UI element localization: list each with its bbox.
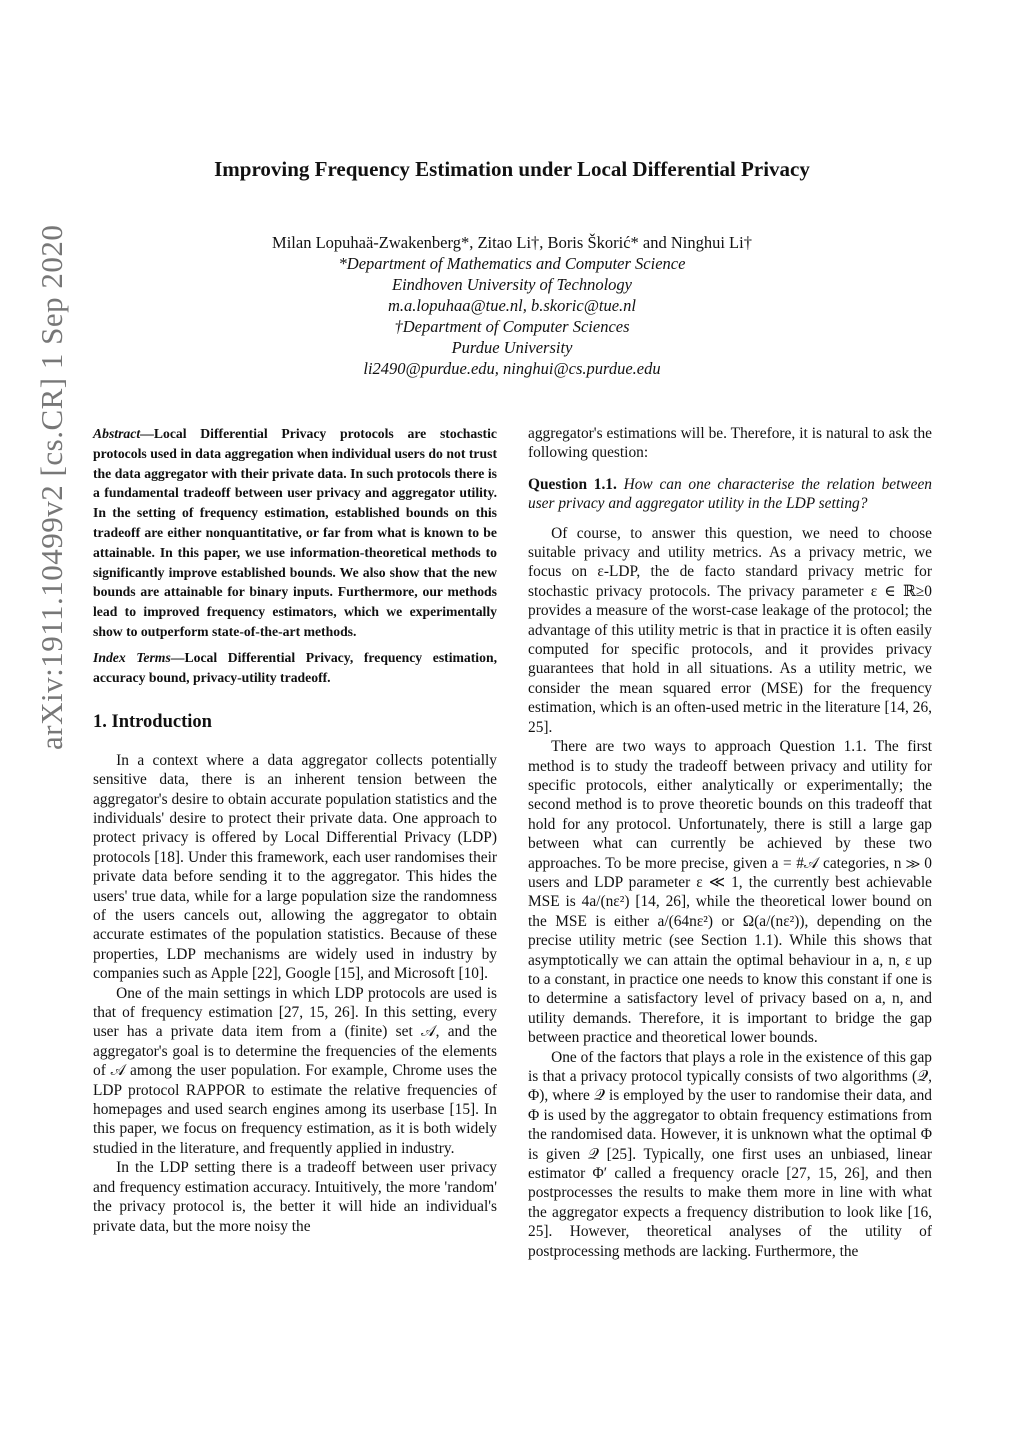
left-column <box>93 424 497 1236</box>
index-terms <box>93 648 497 688</box>
affiliation-1-email: m.a.lopuhaa@tue.nl, b.skoric@tue.nl <box>387 296 637 315</box>
index-terms-label: Index Terms <box>93 649 171 665</box>
intro-paragraph-1: In a context where a data aggregator collects potentially sensitive data, there is an inherent tension between the aggregator's desire to obtain accurate population statistics and the individuals' desire to protect their private data. One approach to protect privacy is offered by Local Differential Privacy (LDP) protocols [18]. Under this framework, each user randomises their private data before sending it to the aggregator. This hides the users' true data, while for a large population size the randomness of the users cancels out, allowing the aggregator to obtain accurate estimates of the population statistics. Because of these properties, LDP mechanisms are widely used in industry by companies such as Apple [22], Google [15], and Microsoft [10]. <box>93 751 497 983</box>
right-column <box>528 424 932 1261</box>
abstract-text: —Local Differential Privacy protocols are stochastic protocols used in data aggregation when individual users do not trust the data aggregator with their private data. In such protocols there is a fundamental tradeoff between user privacy and aggregator utility. In the setting of frequency estimation, established bounds on this tradeoff are either nonquantitative, or far from what is known to be attainable. In this paper, we use information-theoretical methods to significantly improve established bounds. We also show that the new bounds are attainable for binary inputs. Furthermore, our methods lead to improved frequency estimators, which we experimentally show to outperform state-of-the-art methods. <box>93 426 497 639</box>
affiliation-1-dept: *Department of Mathematics and Computer Science <box>338 254 686 273</box>
affiliation-2-uni: Purdue University <box>451 338 573 357</box>
question-text: How can one characterise the relation between user privacy and aggregator utility in the LDP setting? <box>528 475 932 513</box>
abstract <box>93 424 497 642</box>
author-names: Milan Lopuhaä-Zwakenberg*, Zitao Li†, Boris Škorić* and Ninghui Li† <box>272 233 752 252</box>
intro-paragraph-3: In the LDP setting there is a tradeoff between user privacy and frequency estimation accuracy. Intuitively, the more 'random' the privacy protocol is, the better it will hide an individual's private data, but the more noisy the <box>93 1159 497 1235</box>
section-heading: 1. Introduction <box>93 712 212 733</box>
author-block <box>0 232 1024 379</box>
right-paragraph-1: Of course, to answer this question, we need to choose suitable privacy and utility metrics. As a privacy metric, we focus on ε-LDP, the de facto standard privacy metric for stochastic privacy protocols. The privacy parameter ε ∈ ℝ≥0 provides a measure of the worst-case leakage of the protocol; the advantage of this utility metric is that in practice it is often easily computed for specific protocols, and it provides privacy guarantees that hold in all situations. As a utility metric, we consider the mean squared error (MSE) for the frequency estimation, which is an often-used metric in the literature [14, 26, 25]. <box>528 524 932 736</box>
intro-paragraph-2: One of the main settings in which LDP protocols are used is that of frequency estimation [27, 15, 26]. In this setting, every user has a private data item from a (finite) set 𝒜, and the aggregator's goal is to determine the frequencies of the elements of 𝒜 among the user population. For example, Chrome uses the LDP protocol RAPPOR to estimate the relative frequencies of homepages and used search engines among its userbase [15]. In this paper, we focus on frequency estimation, as it is both widely studied in the literature, and frequently applied in industry. <box>93 984 497 1157</box>
right-paragraph-2: There are two ways to approach Question 1.1. The first method is to study the tradeoff between privacy and utility for specific protocols, either analytically or experimentally; the second method is to prove theoretic bounds on this tradeoff that hold for any protocol. Unfortunately, there is still a large gap between what can currently be achieved by these two approaches. To be more precise, given a = #𝒜 categories, n ≫ 0 users and LDP parameter ε ≪ 1, the currently best achievable MSE is 4a/(nε²) [14, 26], while the theoretical lower bound on the MSE is either a/(64nε²) or Ω(a/(nε²)), depending on the precise utility metric (see Section 1.1). While this shows that asymptotically we can attain the optimal behaviour in a, n, ε up to a constant, in practice one needs to know this constant if one is to determine a satisfactory level of privacy based on a, n, and utility demands. Therefore, it is important to bridge the gap between practice and theoretical lower bounds. <box>528 738 932 1047</box>
index-terms-text: —Local Differential Privacy, frequency estimation, accuracy bound, privacy-utility tradeoff. <box>93 649 497 685</box>
affiliation-2-email: li2490@purdue.edu, ninghui@cs.purdue.edu <box>363 359 661 378</box>
paper-title: Improving Frequency Estimation under Local Differential Privacy <box>214 157 810 181</box>
question-label: Question 1.1. <box>528 475 617 493</box>
arxiv-identifier: arXiv:1911.10499v2 [cs.CR] 1 Sep 2020 <box>34 224 69 750</box>
affiliation-2-dept: †Department of Computer Sciences <box>394 317 630 336</box>
arxiv-side-label-wrap <box>14 224 69 1045</box>
right-paragraph-3: One of the factors that plays a role in the existence of this gap is that a privacy protocol typically consists of two algorithms (𝒬, Φ), where 𝒬 is employed by the user to randomise their data, and Φ is used by the aggregator to obtain frequency estimations from the randomised data. However, it is unknown what the optimal Φ is given 𝒬 [25]. Typically, one first uses an unbiased, linear estimator Φ′ called a frequency oracle [27, 15, 26], and then postprocesses the results to make them more in line with what the aggregator expects a frequency distribution to look like [16, 25]. However, theoretical analyses of the utility of postprocessing methods are lacking. Furthermore, the <box>528 1048 932 1260</box>
affiliation-1-uni: Eindhoven University of Technology <box>392 275 632 294</box>
abstract-label: Abstract <box>93 426 141 441</box>
question-block <box>528 475 932 514</box>
right-paragraph-0: aggregator's estimations will be. Therefore, it is natural to ask the following question: <box>528 425 932 462</box>
